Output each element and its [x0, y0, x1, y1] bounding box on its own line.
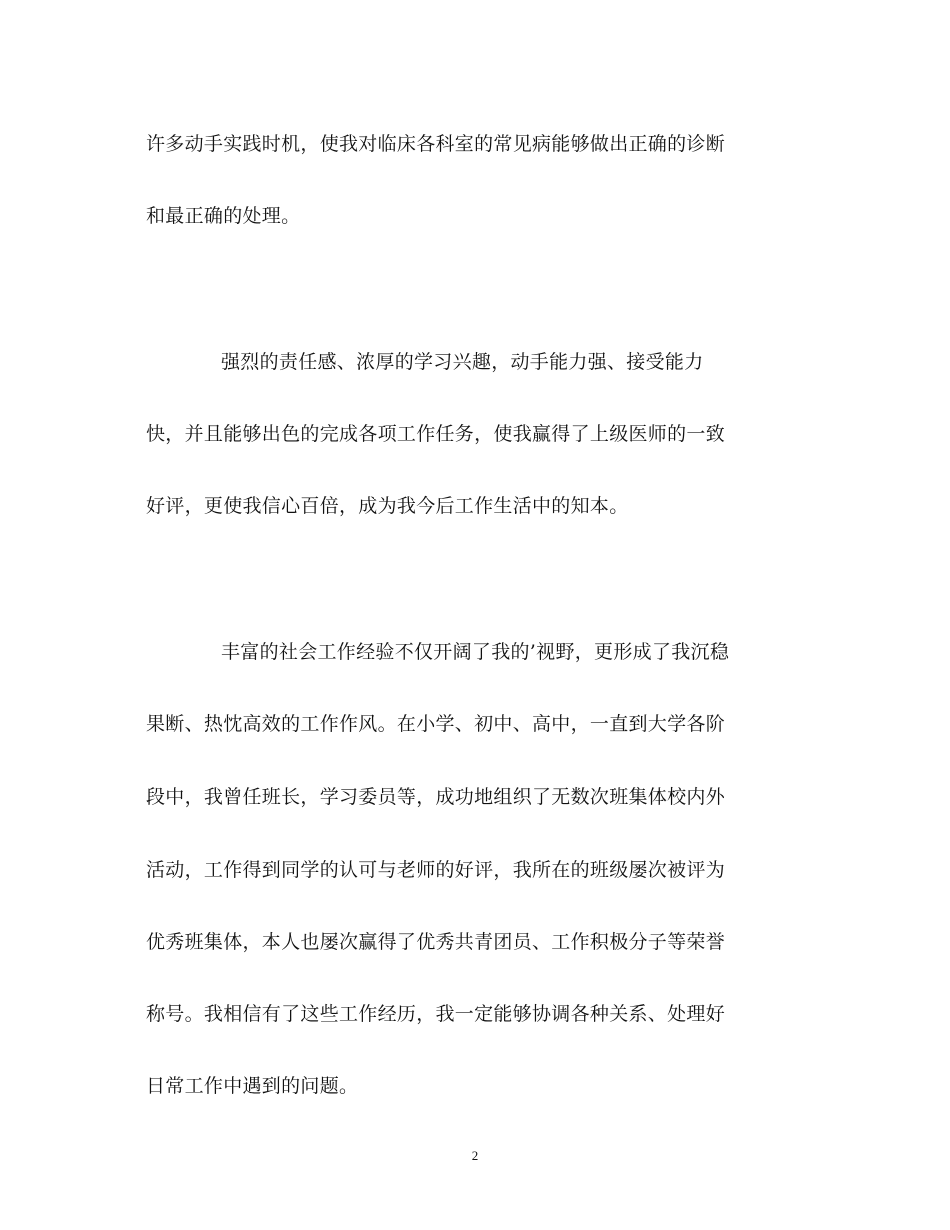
paragraph-3-line-6: 称号。我相信有了这些工作经历，我一定能够协调各种关系、处理好 [146, 1003, 726, 1025]
paragraph-1-line-1: 许多动手实践时机，使我对临床各科室的常见病能够做出正确的诊断 [146, 133, 726, 155]
paragraph-2-line-1: 强烈的责任感、浓厚的学习兴趣，动手能力强、接受能力 [221, 351, 704, 373]
paragraph-3-line-3: 段中，我曾任班长，学习委员等，成功地组织了无数次班集体校内外 [146, 786, 726, 808]
page-number: 2 [471, 1148, 479, 1163]
paragraph-3-line-2: 果断、热忱高效的工作作风。在小学、初中、高中，一直到大学各阶 [146, 713, 726, 735]
paragraph-3-line-1: 丰富的社会工作经验不仅开阔了我的’视野，更形成了我沉稳 [221, 641, 730, 663]
paragraph-3-line-5: 优秀班集体，本人也屡次赢得了优秀共青团员、工作积极分子等荣誉 [146, 931, 726, 953]
paragraph-3-line-7: 日常工作中遇到的问题。 [146, 1075, 359, 1097]
paragraph-2-line-3: 好评，更使我信心百倍，成为我今后工作生活中的知本。 [146, 495, 629, 517]
paragraph-2-line-2: 快，并且能够出色的完成各项工作任务，使我赢得了上级医师的一致 [146, 423, 726, 445]
paragraph-3-line-4: 活动，工作得到同学的认可与老师的好评，我所在的班级屡次被评为 [146, 859, 726, 881]
paragraph-1-line-2: 和最正确的处理。 [146, 205, 301, 227]
